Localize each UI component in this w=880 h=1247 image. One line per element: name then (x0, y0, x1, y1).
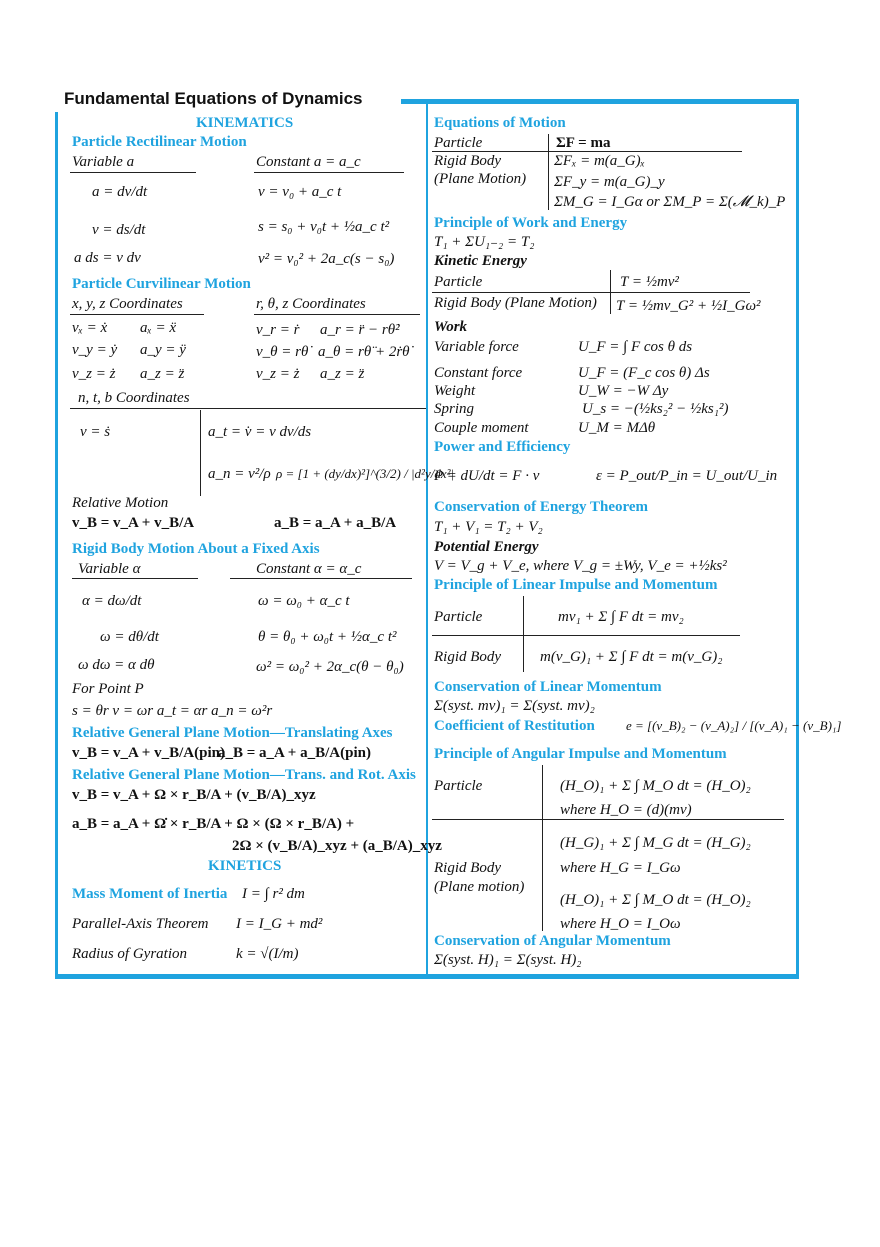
cons-linear-heading: Conservation of Linear Momentum (434, 679, 662, 695)
equation: ω dω = α dθ (78, 657, 155, 673)
rigid-axis-heading: Rigid Body Motion About a Fixed Axis (72, 541, 320, 557)
equation: (H_O)₁ + Σ ∫ M_O dt = (H_O)₂ (560, 892, 751, 908)
divider (72, 578, 198, 579)
equation: a_B = a_A + Ω̇ × r_B/A + Ω × (Ω × r_B/A) + (72, 816, 355, 832)
equation: v_z = ż (72, 366, 116, 382)
page-title: Fundamental Equations of Dynamics (64, 89, 363, 108)
equation: v_B = v_A + v_B/A(pin) (72, 745, 225, 761)
equation: T = ½mv_G² + ½I_Gω² (616, 298, 761, 314)
equation: a_B = a_A + a_B/A(pin) (218, 745, 371, 761)
divider (70, 408, 426, 409)
equation: α = dω/dt (82, 593, 142, 609)
divider (432, 635, 740, 636)
divider (254, 314, 420, 315)
equation: I = ∫ r² dm (242, 886, 305, 902)
cons-angular-heading: Conservation of Angular Momentum (434, 933, 671, 949)
equation: v_θ = rθ̇ (256, 344, 309, 360)
work-label: Work (434, 319, 468, 335)
ke-rigid-label: Rigid Body (Plane Motion) (434, 295, 597, 311)
eom-heading: Equations of Motion (434, 115, 566, 131)
equation: U_s = −(½ks₂² − ½ks₁²) (582, 401, 729, 417)
equation: ΣF_y = m(a_G)_y (554, 174, 665, 190)
equation: mv₁ + Σ ∫ F dt = mv₂ (558, 609, 684, 625)
work-row-label: Couple moment (434, 420, 529, 436)
equation: ω² = ω₀² + 2α_c(θ − θ₀) (256, 659, 404, 675)
divider (230, 578, 412, 579)
radius-gyration-label: Radius of Gyration (72, 946, 187, 962)
equation: T₁ + V₁ = T₂ + V₂ (434, 519, 543, 535)
particle-label: Particle (434, 135, 483, 151)
power-heading: Power and Efficiency (434, 439, 571, 455)
equation: ε = P_out/P_in = U_out/U_in (596, 468, 778, 484)
curvilinear-heading: Particle Curvilinear Motion (72, 276, 251, 292)
equation: V = V_g + V_e, where V_g = ±Wy, V_e = +½ks² (434, 558, 727, 574)
equation: v = ṡ (80, 424, 111, 440)
work-energy-heading: Principle of Work and Energy (434, 215, 628, 231)
divider (523, 596, 524, 672)
equation: a_z = z̈ (320, 366, 365, 382)
equation: where H_O = I_Oω (560, 916, 681, 932)
equation: e = [(v_B)₂ − (v_A)₂] / [(v_A)₁ − (v_B)₁] (626, 718, 842, 733)
right-border (796, 104, 799, 978)
equation: a_z = z̈ (140, 366, 185, 382)
divider (610, 270, 611, 314)
equation: ΣFₓ = m(a_G)ₓ (554, 153, 645, 169)
equation: a_B = a_A + a_B/A (274, 515, 397, 531)
ntb-label: n, t, b Coordinates (78, 390, 190, 406)
equation: T₁ + ΣU₁₋₂ = T₂ (434, 234, 535, 250)
equation: v_B = v_A + v_B/A (72, 515, 195, 531)
rel-rotating-heading: Relative General Plane Motion—Trans. and Rot. Axis (72, 767, 416, 783)
variable-a-label: Variable a (72, 154, 135, 170)
constant-alpha-label: Constant α = α_c (256, 561, 362, 577)
divider (70, 314, 204, 315)
equation: ΣM_G = I_Gα or ΣM_P = Σ(𝓜_k)_P (554, 194, 786, 210)
equation: v = v₀ + a_c t (258, 184, 342, 200)
divider (254, 172, 404, 173)
rectilinear-heading: Particle Rectilinear Motion (72, 134, 247, 150)
point-p-label: For Point P (72, 681, 144, 697)
kinetic-energy-label: Kinetic Energy (434, 253, 527, 269)
equation: a = dv/dt (92, 184, 148, 200)
lin-particle-label: Particle (434, 609, 483, 625)
equation: m(v_G)₁ + Σ ∫ F dt = m(v_G)₂ (540, 649, 723, 665)
work-row-label: Constant force (434, 365, 523, 381)
equation: v_r = ṙ (256, 322, 300, 338)
equation: (H_G)₁ + Σ ∫ M_G dt = (H_G)₂ (560, 835, 751, 851)
lin-rigid-label: Rigid Body (434, 649, 502, 665)
equation: k = √(I/m) (236, 946, 299, 962)
equation: where H_O = (d)(mv) (560, 802, 692, 818)
equation: s = s₀ + v₀t + ½a_c t² (258, 219, 390, 235)
constant-a-label: Constant a = a_c (256, 154, 361, 170)
equation: ω = ω₀ + α_c t (258, 593, 350, 609)
cons-energy-heading: Conservation of Energy Theorem (434, 499, 649, 515)
variable-alpha-label: Variable α (78, 561, 141, 577)
left-border (55, 112, 58, 978)
rtz-label: r, θ, z Coordinates (256, 296, 366, 312)
equation: U_F = (F_c cos θ) Δs (578, 365, 710, 381)
kinematics-heading: KINEMATICS (196, 115, 294, 131)
equation: 2Ω × (v_B/A)_xyz + (a_B/A)_xyz (232, 838, 442, 854)
equation: aₓ = ẍ (140, 320, 177, 336)
equation: a_t = v̇ = v dv/ds (208, 424, 312, 440)
equation: v² = v₀² + 2a_c(s − s₀) (258, 251, 395, 267)
divider (70, 172, 196, 173)
bottom-border (55, 974, 799, 979)
equation: Σ(syst. H)₁ = Σ(syst. H)₂ (434, 952, 582, 968)
equation: P = dU/dt = F · v (434, 468, 540, 484)
equation: v_z = ż (256, 366, 300, 382)
ang-particle-label: Particle (434, 778, 483, 794)
linear-impulse-heading: Principle of Linear Impulse and Momentum (434, 577, 718, 593)
equation: ΣF = ma (556, 135, 611, 151)
equation: ω = dθ/dt (100, 629, 159, 645)
ang-plane-label: (Plane motion) (434, 879, 525, 895)
equation: Σ(syst. mv)₁ = Σ(syst. mv)₂ (434, 698, 595, 714)
equation: ρ = [1 + (dy/dx)²]^(3/2) / |d²y/dx²| (276, 466, 455, 481)
work-row-label: Spring (434, 401, 475, 417)
equation: (H_O)₁ + Σ ∫ M_O dt = (H_O)₂ (560, 778, 751, 794)
rel-translating-heading: Relative General Plane Motion—Translating Axes (72, 725, 393, 741)
divider (542, 765, 543, 931)
angular-impulse-heading: Principle of Angular Impulse and Momentum (434, 746, 727, 762)
work-row-label: Variable force (434, 339, 519, 355)
kinetics-heading: KINETICS (208, 858, 282, 874)
equation: a ds = v dv (74, 250, 141, 266)
equation: U_F = ∫ F cos θ ds (578, 339, 693, 355)
ang-rigid-label: Rigid Body (434, 860, 502, 876)
plane-motion-label: (Plane Motion) (434, 171, 527, 187)
header-rule (401, 99, 799, 104)
equation: T = ½mv² (620, 274, 679, 290)
potential-energy-label: Potential Energy (434, 539, 539, 555)
equation: U_M = MΔθ (578, 420, 656, 436)
equation: v = ds/dt (92, 222, 146, 238)
divider (432, 292, 750, 293)
equation: s = θr v = ωr a_t = αr a_n = ω²r (72, 703, 273, 719)
equation: v_y = ẏ (72, 342, 118, 358)
divider (432, 819, 784, 820)
equation: θ = θ₀ + ω₀t + ½α_c t² (258, 629, 397, 645)
parallel-axis-label: Parallel-Axis Theorem (72, 916, 209, 932)
equation: a_y = ÿ (140, 342, 186, 358)
equation: a_n = v²/ρ (208, 466, 271, 482)
equation: vₓ = ẋ (72, 320, 108, 336)
ke-particle-label: Particle (434, 274, 483, 290)
equation: a_r = r̈ − rθ̇² (320, 322, 400, 338)
equation: v_B = v_A + Ω × r_B/A + (v_B/A)_xyz (72, 787, 316, 803)
work-row-label: Weight (434, 383, 476, 399)
equation: U_W = −W Δy (578, 383, 669, 399)
divider (200, 410, 201, 496)
restitution-heading: Coefficient of Restitution (434, 718, 595, 734)
mmi-heading: Mass Moment of Inertia (72, 886, 228, 902)
xyz-label: x, y, z Coordinates (72, 296, 183, 312)
equation: where H_G = I_Gω (560, 860, 681, 876)
equation: a_θ = rθ̈ + 2ṙθ̇ (318, 344, 410, 360)
relative-motion-label: Relative Motion (72, 495, 169, 511)
divider (548, 134, 549, 210)
equation: I = I_G + md² (236, 916, 323, 932)
rigid-body-label: Rigid Body (434, 153, 502, 169)
